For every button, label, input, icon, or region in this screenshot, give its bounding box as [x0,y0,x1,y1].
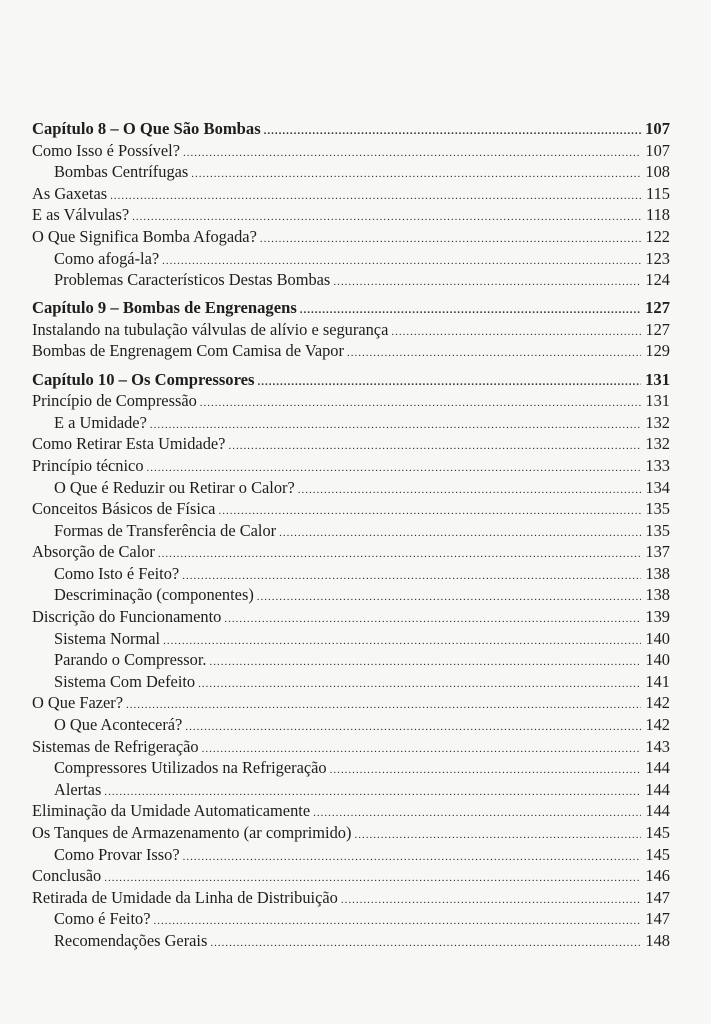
toc-entry-title: O Que Acontecerá? [54,715,183,735]
toc-entry [32,226,670,248]
toc-entry-page: 144 [645,758,670,778]
toc-entry-page: 135 [645,520,670,540]
dot-leader [341,890,641,912]
toc-entry [32,606,670,628]
toc-entry [32,714,670,736]
dot-leader [279,523,641,545]
toc-entry-title: O Que Significa Bomba Afogada? [32,226,257,246]
toc-entry-page: 108 [645,162,670,182]
toc-entry [32,340,670,362]
dot-leader [264,121,641,143]
toc-entry-title: Eliminação da Umidade Automaticamente [32,801,311,821]
toc-entry-title: E a Umidade? [54,412,147,432]
dot-leader [198,674,641,696]
toc-entry [32,649,670,671]
toc-entry-title: Como Isso é Possível? [32,140,180,160]
toc-entry-title: Como é Feito? [54,909,151,929]
dot-leader [183,847,641,869]
toc-entry [32,865,670,887]
toc-entry-title: Como Provar Isso? [54,844,180,864]
toc-entry-title: Conclusão [32,866,102,886]
toc-entry [32,269,670,291]
toc-entry-page: 118 [646,205,670,225]
toc-entry-title: Sistemas de Refrigeração [32,736,199,756]
dot-leader [158,544,641,566]
toc-entry [32,563,670,585]
toc-entry-page: 147 [645,887,670,907]
toc-entry [32,671,670,693]
dot-leader [185,717,641,739]
toc-entry [32,412,670,434]
toc-entry-page: 107 [645,119,670,138]
toc-entry [32,390,670,412]
toc-entry [32,248,670,270]
toc-entry-title: Como Retirar Esta Umidade? [32,434,226,454]
toc-entry-page: 142 [645,693,670,713]
toc-entry [32,477,670,499]
toc-entry [32,433,670,455]
toc-entry-page: 115 [646,183,670,203]
toc-entry [32,822,670,844]
toc-entry [32,183,670,205]
dot-leader [210,652,641,674]
toc-entry-page: 133 [645,455,670,475]
toc-entry-title: Sistema Normal [54,628,161,648]
toc-entry-page: 131 [645,391,670,411]
toc-entry [32,161,670,183]
toc-entry [32,779,670,801]
toc-entry [32,908,670,930]
toc-entry-title: E as Válvulas? [32,205,130,225]
dot-leader [330,760,641,782]
toc-entry-title: Capítulo 10 – Os Compressores [32,369,255,389]
toc-entry [32,140,670,162]
toc-entry-title: Descriminação (componentes) [54,585,254,605]
toc-entry-page: 124 [645,270,670,290]
dot-leader [183,143,641,165]
dot-leader [258,372,642,394]
toc-entry-title: Discrição do Funcionamento [32,607,222,627]
toc-entry-page: 145 [645,844,670,864]
toc-entry-page: 135 [645,499,670,519]
toc-entry-page: 127 [645,298,670,318]
toc-entry-page: 140 [645,650,670,670]
table-of-contents [32,118,670,952]
toc-entry-title: Alertas [54,779,102,799]
dot-leader [260,229,641,251]
toc-entry-page: 146 [645,866,670,886]
toc-entry [32,498,670,520]
dot-leader [333,272,641,294]
toc-entry [32,455,670,477]
dot-leader [191,164,641,186]
toc-entry-title: Formas de Transferência de Calor [54,520,277,540]
dot-leader [313,803,641,825]
toc-entry-title: As Gaxetas [32,183,108,203]
dot-leader [126,695,641,717]
toc-entry-page: 144 [645,779,670,799]
toc-entry-title: Como afogá-la? [54,248,160,268]
toc-entry [32,584,670,606]
toc-entry-title: Bombas de Engrenagem Com Camisa de Vapor [32,341,344,361]
toc-entry-title: Bombas Centrífugas [54,162,189,182]
dot-leader [228,436,641,458]
dot-leader [354,825,641,847]
toc-entry-title: Instalando na tubulação válvulas de alívio e segurança [32,319,389,339]
dot-leader [200,393,641,415]
toc-entry [32,757,670,779]
toc-entry-page: 138 [645,563,670,583]
toc-entry-title: Compressores Utilizados na Refrigeração [54,758,327,778]
toc-entry [32,844,670,866]
dot-leader [391,322,641,344]
toc-entry-title: Retirada de Umidade da Linha de Distribuição [32,887,338,907]
toc-entry [32,628,670,650]
toc-entry-page: 107 [645,140,670,160]
dot-leader [218,501,641,523]
dot-leader [163,631,641,653]
toc-entry-page: 138 [645,585,670,605]
dot-leader [347,343,641,365]
toc-entry-page: 127 [645,319,670,339]
toc-entry-page: 132 [645,434,670,454]
toc-entry-title: Princípio técnico [32,455,144,475]
toc-entry-title: Os Tanques de Armazenamento (ar comprimido) [32,823,352,842]
toc-entry-page: 148 [645,930,670,950]
toc-entry-title: Como Isto é Feito? [54,563,180,583]
toc-entry-title: O Que Fazer? [32,693,124,713]
dot-leader [110,186,641,208]
toc-entry-title: Recomendações Gerais [54,930,208,950]
toc-entry-page: 123 [645,248,670,268]
toc-entry [32,692,670,714]
toc-entry-page: 141 [645,671,670,691]
toc-entry-page: 139 [645,607,670,627]
toc-entry-chapter-10 [32,369,670,391]
toc-entry [32,736,670,758]
toc-entry [32,520,670,542]
toc-entry-title: Princípio de Compressão [32,391,197,411]
dot-leader [257,587,641,609]
toc-entry [32,800,670,822]
toc-entry-page: 144 [645,801,670,821]
toc-entry-page: 134 [645,477,670,497]
dot-leader [210,933,641,955]
toc-entry-title: Capítulo 9 – Bombas de Engrenagens [32,298,297,318]
toc-entry-title: Sistema Com Defeito [54,671,196,691]
toc-entry-page: 140 [645,628,670,648]
toc-entry [32,887,670,909]
toc-entry-page: 122 [645,226,670,246]
toc-entry-page: 142 [645,715,670,735]
toc-entry [32,541,670,563]
dot-leader [154,911,641,933]
toc-entry-page: 147 [645,909,670,929]
toc-entry-page: 137 [645,542,670,562]
toc-entry-title: O Que é Reduzir ou Retirar o Calor? [54,477,295,497]
toc-entry-page: 143 [645,736,670,756]
toc-entry-chapter-8 [32,118,670,140]
toc-entry [32,204,670,226]
toc-entry-title: Absorção de Calor [32,542,155,562]
toc-entry-page: 131 [645,369,670,389]
toc-entry-page: 132 [645,412,670,432]
toc-entry-page: 129 [645,341,670,361]
toc-entry-page: 145 [645,823,670,842]
dot-leader [224,609,641,631]
toc-entry-title: Conceitos Básicos de Física [32,499,216,519]
toc-entry-title: Parando o Compressor. [54,650,207,670]
toc-entry [32,319,670,341]
toc-entry-title: Problemas Característicos Destas Bombas [54,270,331,290]
dot-leader [298,480,641,502]
toc-entry [32,930,670,952]
toc-entry-title: Capítulo 8 – O Que São Bombas [32,119,261,138]
toc-entry-chapter-9 [32,297,670,319]
